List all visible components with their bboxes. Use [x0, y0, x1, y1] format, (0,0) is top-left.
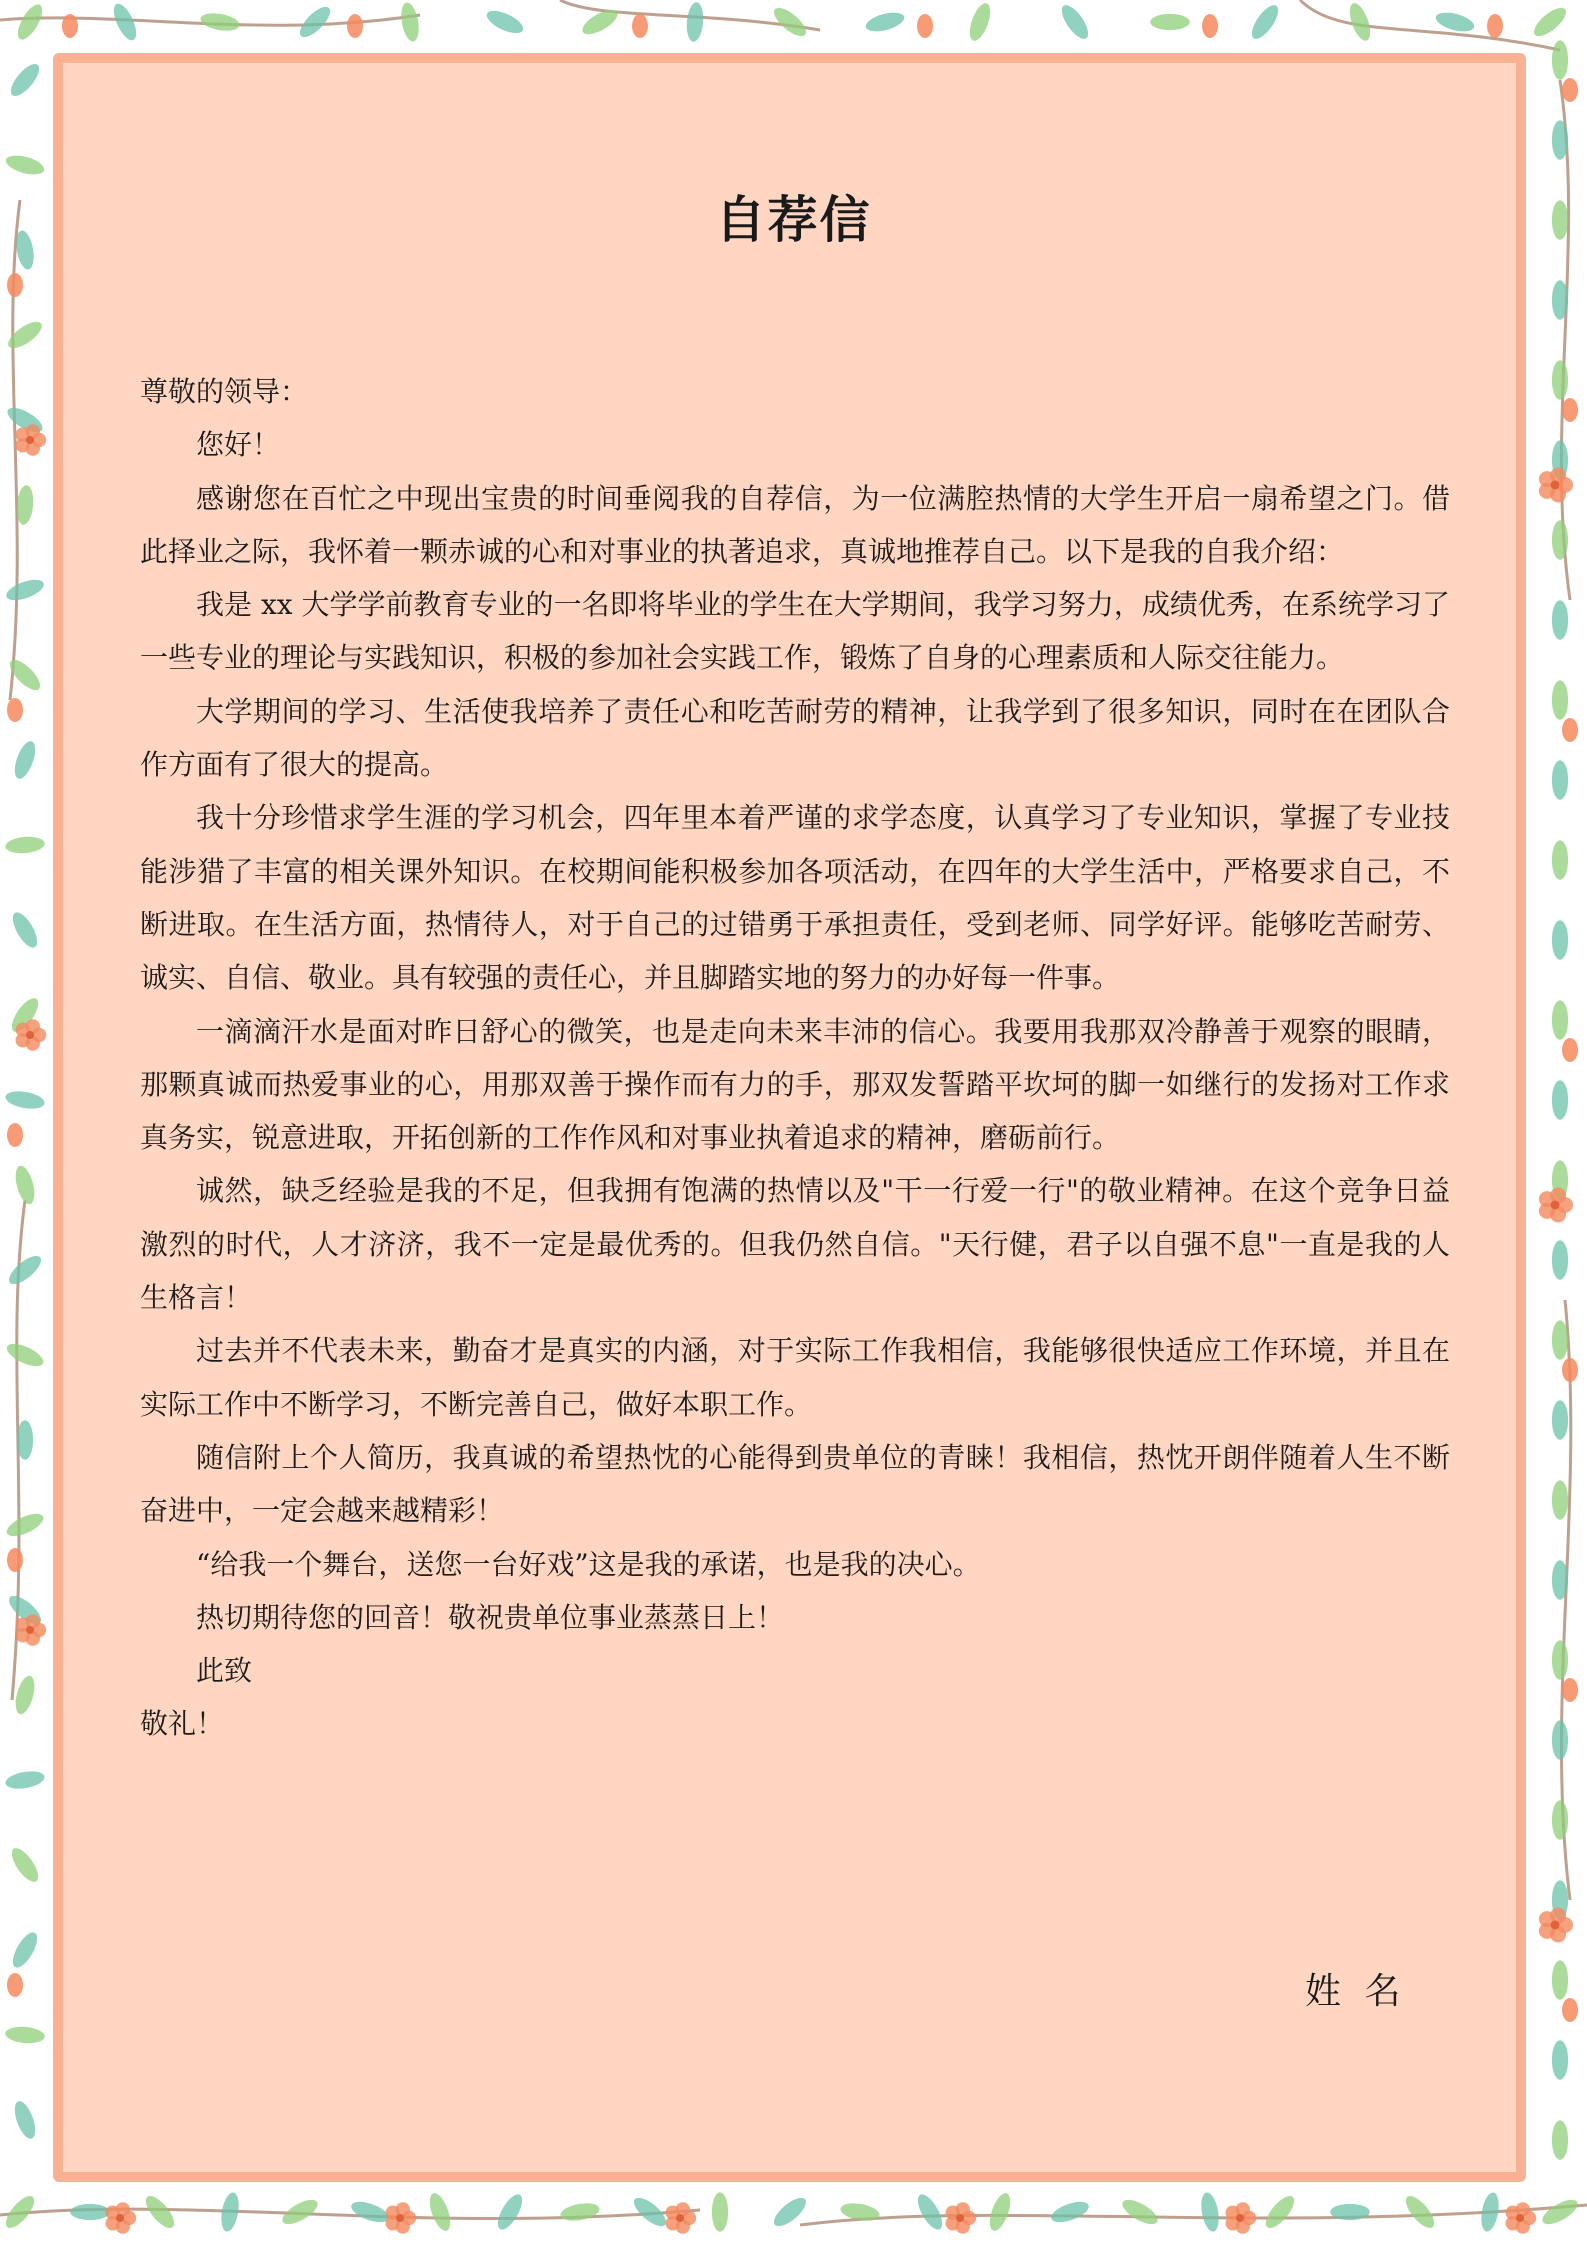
- page-title: 自荐信: [715, 190, 872, 249]
- leaf-icon: [484, 6, 527, 37]
- leaf-icon: [559, 2201, 601, 2224]
- leaf-icon: [1552, 1800, 1568, 1840]
- leaf-icon: [864, 9, 906, 35]
- leaf-icon: [5, 835, 46, 855]
- leaf-icon: [6, 60, 44, 101]
- berry-icon: [1562, 718, 1578, 742]
- branch-icon: [800, 2205, 1587, 2225]
- leaf-icon: [1552, 1000, 1568, 1040]
- berry-icon: [347, 14, 363, 38]
- leaf-icon: [1552, 1960, 1568, 2000]
- leaf-icon: [1552, 600, 1568, 640]
- leaf-icon: [141, 2192, 179, 2233]
- leaf-icon: [1552, 1480, 1568, 1520]
- flower-petal-icon: [26, 424, 40, 438]
- leaf-icon: [712, 2192, 728, 2232]
- leaf-icon: [11, 2099, 40, 2142]
- leaf-icon: [4, 152, 46, 178]
- leaf-icon: [11, 739, 40, 782]
- leaf-icon: [1247, 1, 1283, 43]
- leaf-icon: [1552, 40, 1568, 80]
- berry-icon: [632, 14, 648, 38]
- flower-center-icon: [956, 2214, 964, 2222]
- flower-center-icon: [116, 2214, 124, 2222]
- leaf-icon: [4, 317, 46, 353]
- leaf-icon: [7, 1844, 43, 1886]
- leaf-icon: [1434, 9, 1476, 35]
- letter-paragraph: 大学期间的学习、生活使我培养了责任心和吃苦耐劳的精神，让我学到了很多知识，同时在在团队合作方面有了很大的提高。: [140, 694, 1450, 782]
- letter-paragraph: 过去并不代表未来，勤奋才是真实的内涵，对于实际工作我相信，我能够很快适应工作环境，并且在实际工作中不断学习，不断完善自己，做好本职工作。: [140, 1334, 1450, 1421]
- leaf-icon: [1119, 2195, 1161, 2229]
- leaf-icon: [4, 1339, 47, 1370]
- letter-paragraph: “给我一个舞台，送您一台好戏”这是我的承诺，也是我的决心。: [196, 1547, 981, 1581]
- berry-icon: [1202, 14, 1218, 38]
- leaf-icon: [4, 1089, 46, 1112]
- letter-paragraph: 随信附上个人简历，我真诚的希望热忱的心能得到贵单位的青睐！我相信，热忱开朗伴随着人生不断奋进中，一定会越来越精彩！: [140, 1440, 1450, 1528]
- leaf-icon: [1330, 2204, 1370, 2220]
- flower-petal-icon: [396, 2202, 410, 2216]
- leaf-icon: [1552, 1320, 1568, 1360]
- leaf-icon: [1552, 1400, 1568, 1440]
- berry-icon: [7, 1123, 23, 1147]
- branch-icon: [1300, 0, 1560, 50]
- berry-icon: [7, 698, 23, 722]
- berry-icon: [7, 273, 23, 297]
- leaf-icon: [986, 2191, 1015, 2234]
- flower-petal-icon: [1550, 1907, 1566, 1923]
- signature-name: 姓 名: [1305, 1971, 1407, 2012]
- flower-petal-icon: [1550, 467, 1566, 483]
- leaf-icon: [4, 1769, 46, 1792]
- leaf-icon: [1552, 680, 1568, 720]
- leaf-icon: [12, 1674, 38, 1716]
- leaf-icon: [5, 2025, 46, 2045]
- berry-icon: [7, 1973, 23, 1997]
- leaf-icon: [1552, 760, 1568, 800]
- leaf-icon: [219, 2191, 242, 2233]
- leaf-icon: [1552, 1640, 1568, 1680]
- berry-icon: [1562, 398, 1578, 422]
- leaf-icon: [5, 1251, 46, 1289]
- flower-petal-icon: [26, 1614, 40, 1628]
- leaf-icon: [426, 2191, 455, 2234]
- flower-petal-icon: [956, 2202, 970, 2216]
- berry-icon: [1562, 1038, 1578, 1062]
- leaf-icon: [12, 1164, 38, 1206]
- leaf-icon: [1552, 840, 1568, 880]
- letter-paragraph: 一滴滴汗水是面对昨日舒心的微笑，也是走向未来丰沛的信心。我要用我那双冷静善于观察的眼睛，那颗真诚而热爱事业的心，用那双善于操作而有力的手，那双发誓踏平坎坷的脚一如继行的发扬对工作求真务实，锐意进取，开拓创新的工作作风和对事业执着追求的精神，磨砺前行。: [140, 1014, 1450, 1155]
- flower-petal-icon: [26, 1019, 40, 1033]
- flower-center-icon: [676, 2214, 684, 2222]
- leaf-icon: [493, 2191, 527, 2233]
- leaf-icon: [770, 3, 811, 41]
- berry-icon: [62, 14, 78, 38]
- leaf-icon: [685, 2, 705, 43]
- letter-paragraph: 热切期待您的回音！敬祝贵单位事业蒸蒸日上！: [196, 1600, 785, 1634]
- leaf-icon: [4, 576, 47, 605]
- leaf-icon: [1479, 2191, 1502, 2233]
- berry-icon: [1562, 78, 1578, 102]
- leaf-icon: [109, 1, 140, 44]
- closing-phrase: 此致: [196, 1654, 253, 1688]
- flower-center-icon: [26, 436, 34, 444]
- flower-petal-icon: [1236, 2202, 1250, 2216]
- leaf-icon: [1530, 3, 1571, 41]
- leaf-icon: [8, 1929, 42, 1971]
- letter-paragraph: 您好！: [196, 428, 281, 462]
- flower-center-icon: [26, 1031, 34, 1039]
- berry-icon: [1487, 14, 1503, 38]
- leaf-icon: [1552, 120, 1568, 160]
- leaf-icon: [1552, 360, 1568, 400]
- berry-icon: [1562, 1998, 1578, 2022]
- leaf-icon: [966, 1, 995, 44]
- leaf-icon: [1552, 1240, 1568, 1280]
- leaf-icon: [1049, 2198, 1092, 2227]
- leaf-icon: [349, 2198, 392, 2227]
- leaf-icon: [13, 1, 47, 43]
- flower-center-icon: [396, 2214, 404, 2222]
- leaf-icon: [1552, 280, 1568, 320]
- letter-body: [140, 365, 1450, 1751]
- berry-icon: [7, 1548, 23, 1572]
- flower-petal-icon: [116, 2202, 130, 2216]
- berry-icon: [917, 14, 933, 38]
- leaf-icon: [399, 1, 422, 43]
- flower-center-icon: [1551, 1201, 1560, 1210]
- leaf-icon: [1552, 920, 1568, 960]
- salutation: 尊敬的领导：: [140, 375, 309, 408]
- flower-center-icon: [1551, 481, 1560, 490]
- leaf-icon: [70, 2204, 110, 2220]
- leaf-icon: [1199, 2191, 1222, 2233]
- leaf-icon: [1150, 14, 1190, 30]
- leaf-icon: [1057, 1, 1093, 43]
- leaf-icon: [1552, 2120, 1568, 2160]
- letter-paragraph: 感谢您在百忙之中现出宝贵的时间垂阅我的自荐信，为一位满腔热情的大学生开启一扇希望之门。借此择业之际，我怀着一颗赤诚的心和对事业的执著追求，真诚地推荐自己。以下是我的自我介绍：: [140, 481, 1450, 568]
- flower-petal-icon: [676, 2202, 690, 2216]
- flower-petal-icon: [1550, 1187, 1566, 1203]
- leaf-icon: [1552, 1080, 1568, 1120]
- flower-center-icon: [1551, 1921, 1560, 1930]
- leaf-icon: [1539, 2195, 1581, 2229]
- leaf-icon: [1552, 520, 1568, 560]
- flower-center-icon: [1516, 2214, 1524, 2222]
- flower-center-icon: [26, 1626, 34, 1634]
- leaf-icon: [4, 1509, 47, 1540]
- flower-petal-icon: [1516, 2202, 1530, 2216]
- leaf-icon: [1552, 2040, 1568, 2080]
- leaf-icon: [199, 11, 241, 34]
- berry-icon: [1562, 1358, 1578, 1382]
- leaf-icon: [1401, 2192, 1439, 2233]
- leaf-icon: [1552, 1720, 1568, 1760]
- letter-paragraph: 我是 xx 大学学前教育专业的一名即将毕业的学生在大学期间，我学习努力，成绩优秀，在系统学习了一些专业的理论与实践知识，积极的参加社会实践工作，锻炼了自身的心理素质和人际交往能力。: [140, 588, 1450, 675]
- leaf-icon: [17, 1420, 33, 1460]
- leaf-icon: [913, 2191, 947, 2233]
- leaf-icon: [8, 909, 42, 951]
- leaf-icon: [295, 2, 334, 41]
- letter-paragraph: 诚然，缺乏经验是我的不足，但我拥有饱满的热情以及"干一行爱一行"的敬业精神。在这个竞争日益激烈的时代，人才济济，我不一定是最优秀的。但我仍然自信。"天行健，君子以自强不息"一直是我的人生格言！: [140, 1174, 1450, 1315]
- leaf-icon: [1552, 1560, 1568, 1600]
- leaf-icon: [1261, 2192, 1299, 2233]
- closing-salute: 敬礼！: [140, 1707, 225, 1741]
- berry-icon: [1562, 1678, 1578, 1702]
- flower-center-icon: [1236, 2214, 1244, 2222]
- letter-paragraph: 我十分珍惜求学生涯的学习机会，四年里本着严谨的求学态度，认真学习了专业知识，掌握了专业技能涉猎了丰富的相关课外知识。在校期间能积极参加各项活动，在四年的大学生活中，严格要求自己，不断进取。在生活方面，热情待人，对于自己的过错勇于承担责任，受到老师、同学好评。能够吃苦耐劳、诚实、自信、敬业。具有较强的责任心，并且脚踏实地的努力的办好每一件事。: [140, 801, 1450, 995]
